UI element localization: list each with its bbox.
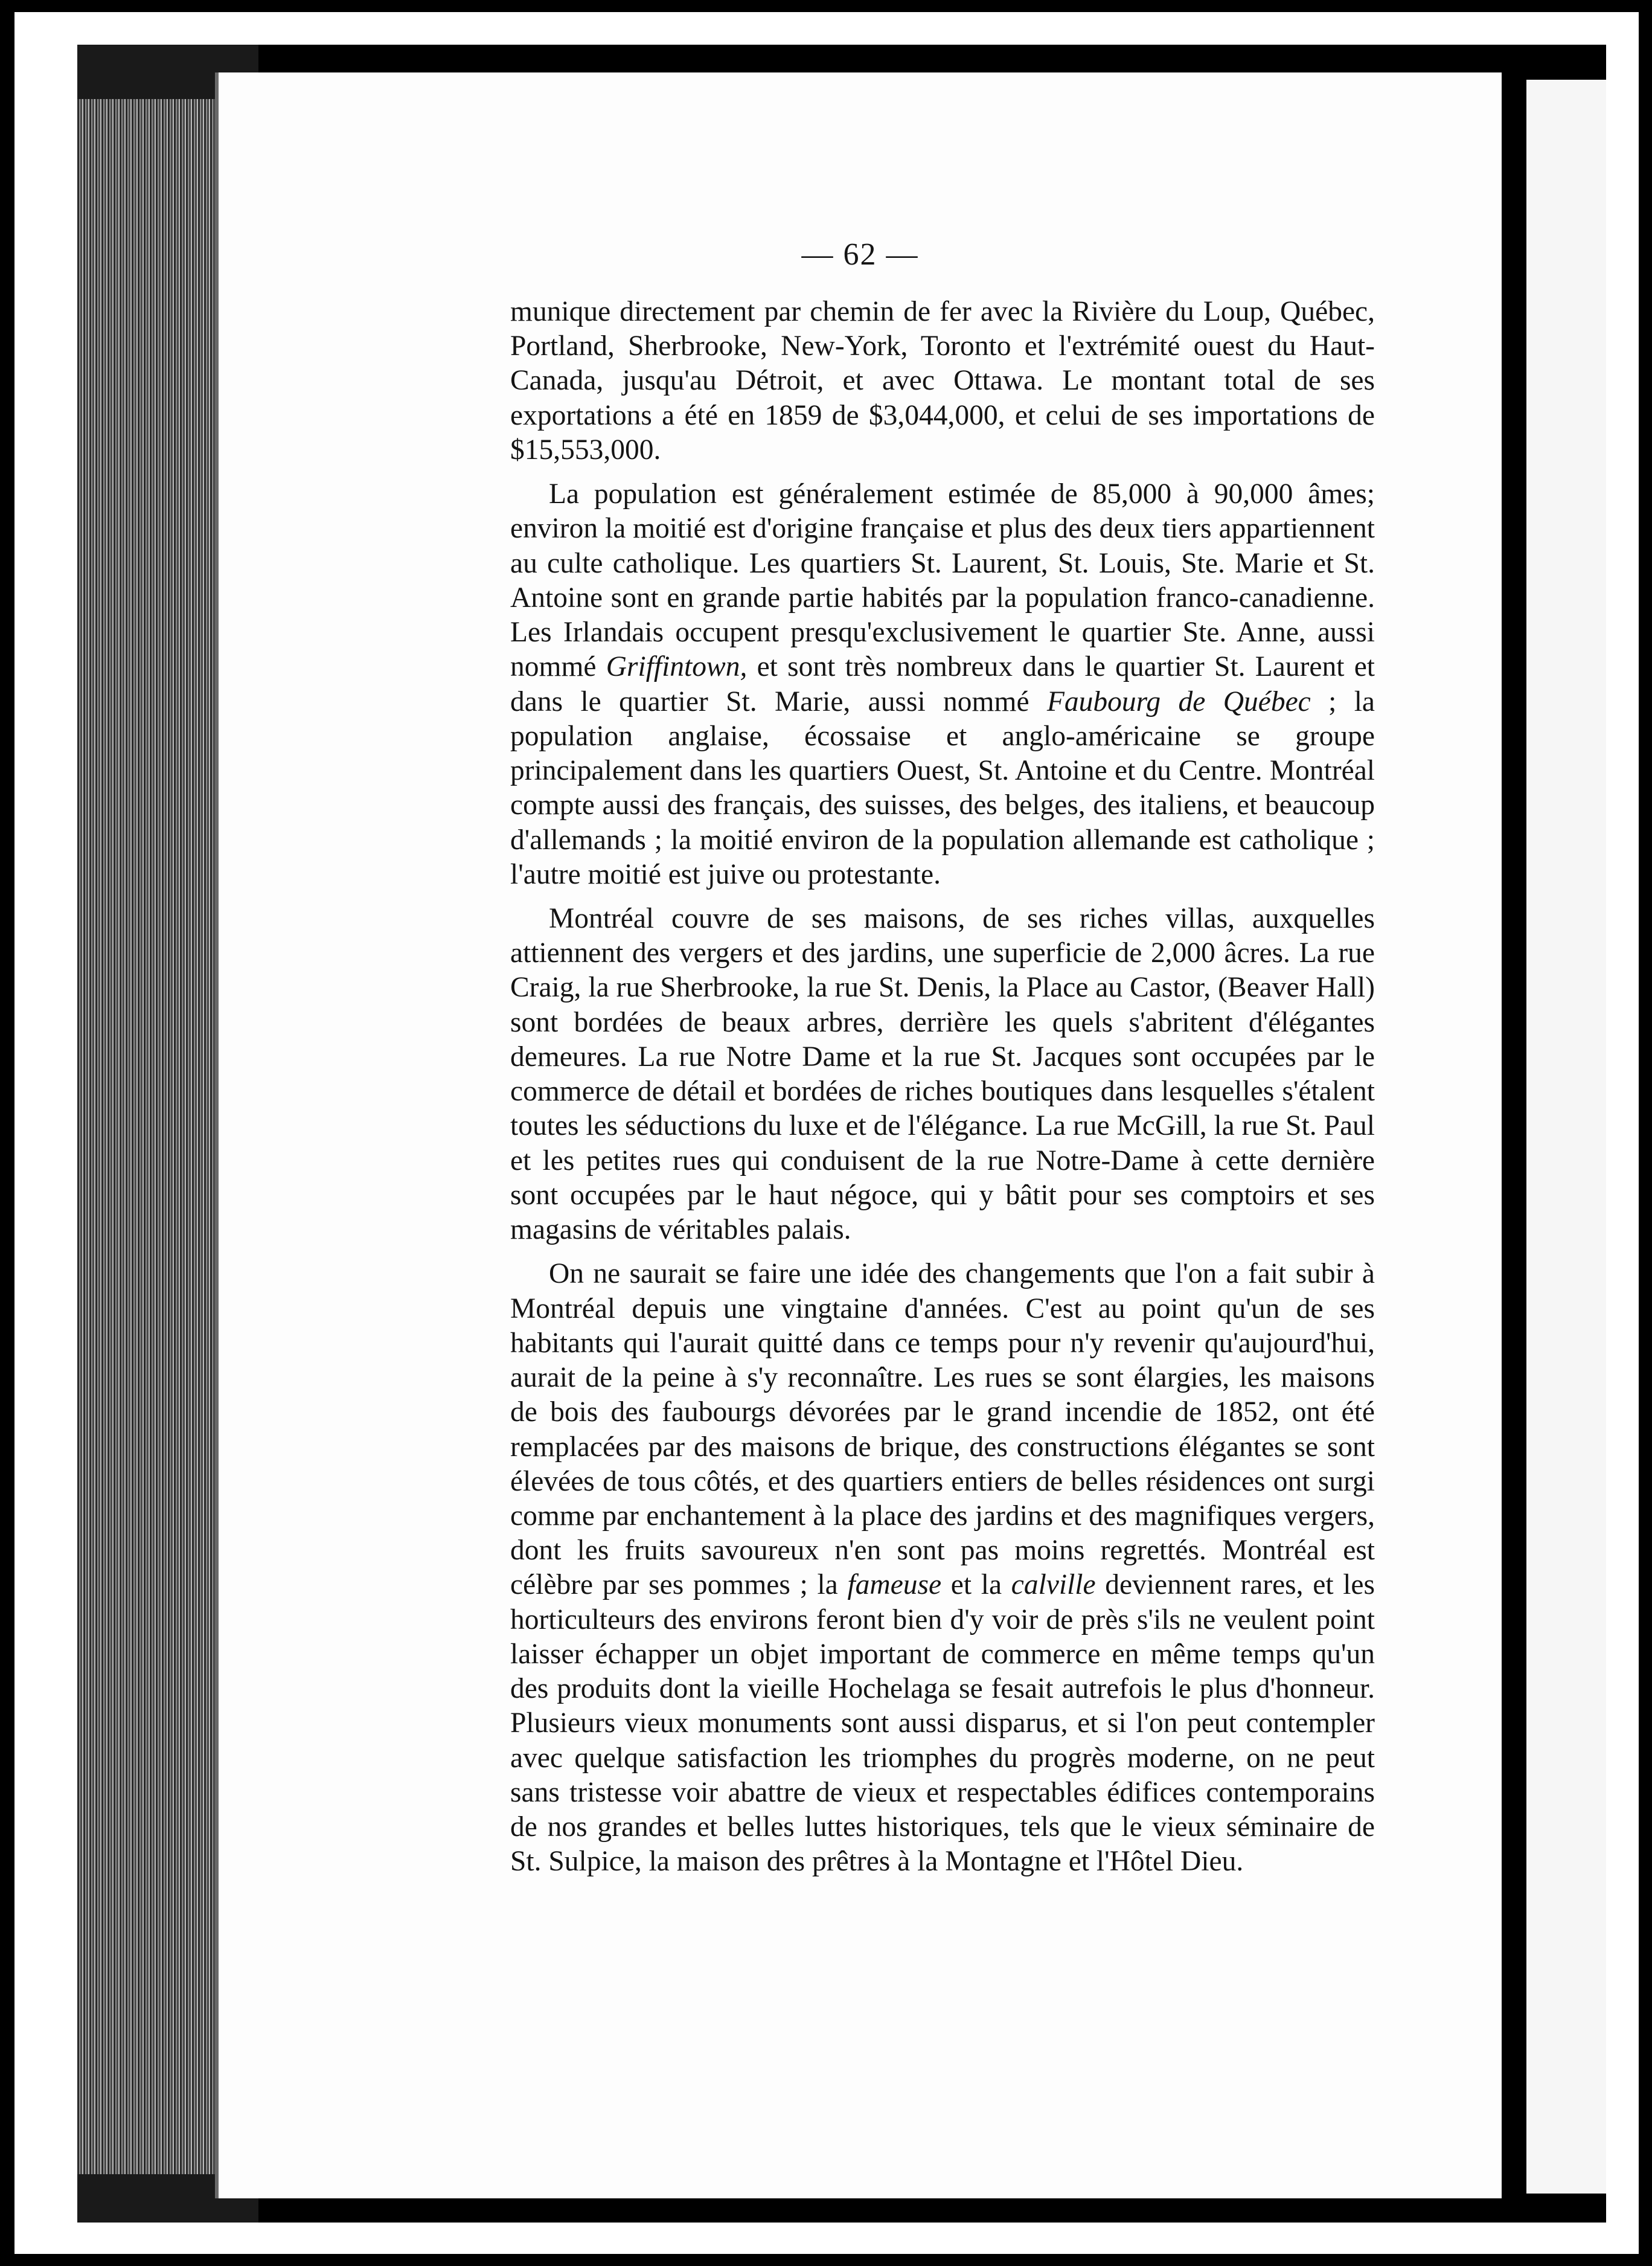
paragraph (510, 902, 1375, 1247)
facing-page-edge (1526, 80, 1606, 2194)
page-body (510, 295, 1375, 1879)
italic-text: calville (1011, 1569, 1096, 1601)
paragraph (510, 1257, 1375, 1879)
text-run: Montréal couvre de ses maisons, de ses riches villas, auxquelles attiennent des vergers et des jardins, une superficie de 2,000 âcres. La rue Craig, la rue Sherbrooke, la rue St. Denis, la Place au Castor, (Beaver Hall) sont bordées de beaux arbres, derrière les quels s'abritent d'élégantes demeures. La rue Notre Dame et la rue St. Jacques sont occupées par le commerce de détail et bordées de riches boutiques dans lesquelles s'étalent toutes les séductions du luxe et de l'élégance. La rue McGill, la rue St. Paul et les petites rues qui conduisent de la rue Notre-Dame à cette dernière sont occupées par le haut négoce, qui y bâtit pour ses comptoirs et ses magasins de véritables palais. (510, 902, 1375, 1246)
text-run: deviennent rares, et les horticulteurs des environs feront bien d'y voir de près s'ils ne veulent point laisser échapper un objet important de commerce en même temps qu'un des produits dont la vieille Hochelaga se fesait autrefois le plus d'honneur. Plusieurs vieux monuments sont aussi disparus, et si l'on peut contempler avec quelque satisfaction les triomphes du progrès moderne, on ne peut sans tristesse voir abattre de vieux et respectables édifices contemporains de nos grandes et belles luttes historiques, tels que le vieux séminaire de St. Sulpice, la maison des prêtres à la Montagne et l'Hôtel Dieu. (510, 1569, 1375, 1878)
italic-text: Griffintown, (606, 651, 748, 683)
text-run: et sont très nombreux dans le quartier St. Laurent et dans le quartier St. Marie, aussi nommé (510, 651, 1375, 717)
text-run: On ne saurait se faire une idée des changements que l'on a fait subir à Montréal depuis une vingtaine d'années. C'est au point qu'un de ses habitants qui l'aurait quitté dans ce temps pour n'y revenir qu'aujourd'hui, aurait de la peine à s'y reconnaître. Les rues se sont élargies, les maisons de bois des faubourgs dévorées par le grand incendie de 1852, ont été remplacées par des maisons de brique, des constructions élégantes se sont élevées de tous côtés, et des quartiers entiers de belles résidences ont surgi comme par enchantement à la place des jardins et des magnifiques vergers, dont les fruits savoureux n'en sont pas moins regrettés. Montréal est célèbre par ses pommes ; la (510, 1258, 1375, 1601)
paragraph (510, 477, 1375, 892)
text-run: La population est généralement estimée de 85,000 à 90,000 âmes; environ la moitié est d'origine française et plus des deux tiers appartiennent au culte catholique. Les quartiers St. Laurent, St. Louis, Ste. Marie et St. Antoine sont en grande partie habités par la population franco-canadienne. Les Irlandais occupent presqu'exclusivement le quartier Ste. Anne, aussi nommé (510, 478, 1375, 683)
paragraph (510, 295, 1375, 467)
text-run: munique directement par chemin de fer avec la Rivière du Loup, Québec, Portland, Sherbrooke, New-York, Toronto et l'extrémité ouest du Haut-Canada, jusqu'au Détroit, et avec Ottawa. Le montant total de ses exportations a été en 1859 de $3,044,000, et celui de ses importations de $15,553,000. (510, 296, 1375, 466)
text-run: ; la population anglaise, écossaise et anglo-américaine se groupe principalement dans les quartiers Ouest, St. Antoine et du Centre. Montréal compte aussi des français, des suisses, des belges, des italiens, et beaucoup d'allemands ; la moitié environ de la population allemande est catholique ; l'autre moitié est juive ou protestante. (510, 685, 1375, 890)
italic-text: fameuse (847, 1569, 942, 1601)
page-number: — 62 — (801, 237, 919, 272)
microfilm-frame (14, 12, 1639, 2254)
italic-text: Faubourg de Québec (1046, 685, 1311, 717)
scan-area (77, 45, 1606, 2223)
book-page (219, 72, 1502, 2198)
text-run: et la (941, 1569, 1011, 1601)
